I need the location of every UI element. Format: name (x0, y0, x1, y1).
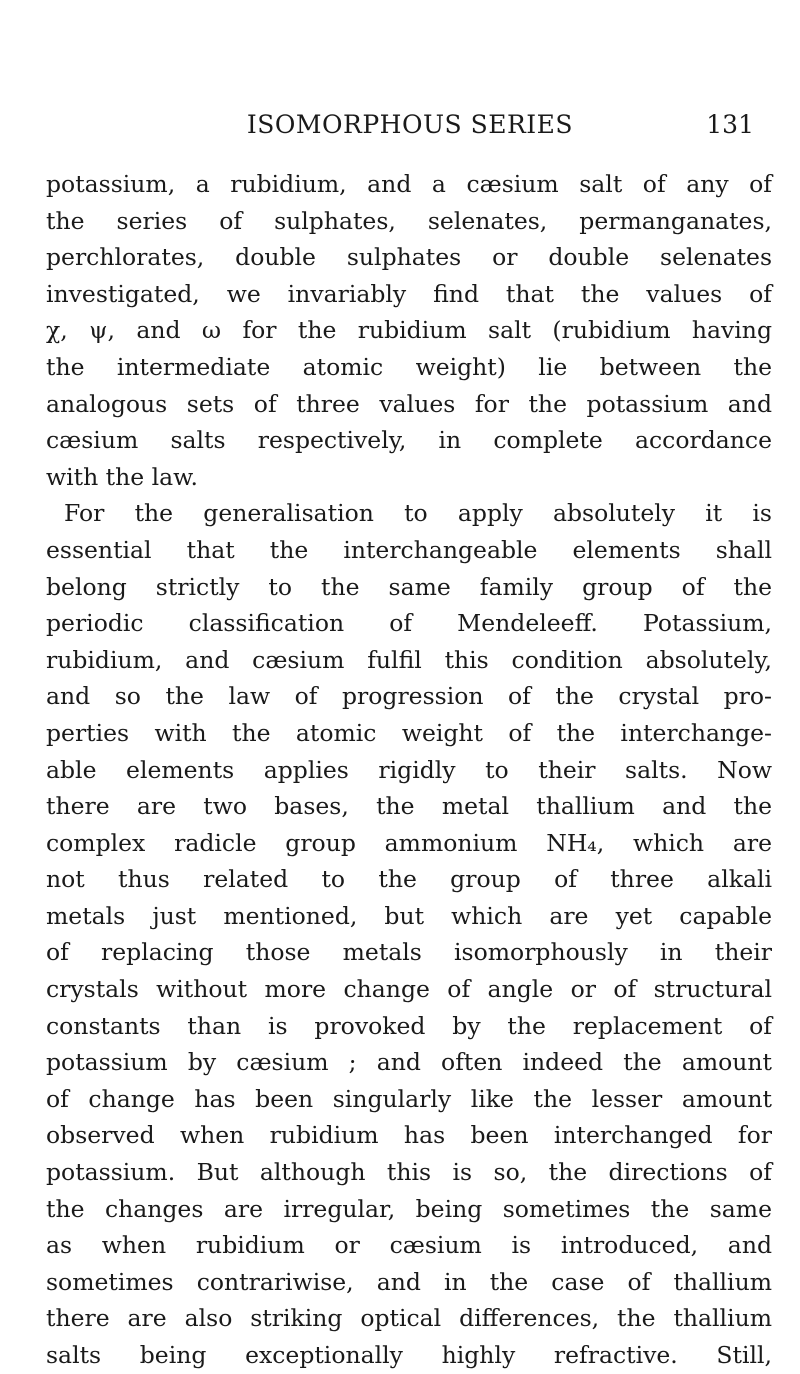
text-line: the intermediate atomic weight) lie between the (46, 352, 772, 381)
text-line: of replacing those metals isomorphously in their (46, 938, 772, 967)
text-line: and so the law of progression of the crystal pro- (46, 682, 772, 711)
paragraph-1 (46, 166, 772, 495)
text-line: observed when rubidium has been interchanged for (46, 1121, 772, 1150)
text-line: sometimes contrariwise, and in the case of thallium (46, 1267, 772, 1296)
text-line: complex radicle group ammonium NH₄, which are (46, 828, 772, 857)
text-line: rubidium, and cæsium fulfil this condition absolutely, (46, 645, 772, 674)
text-line: belong strictly to the same family group of the (46, 572, 772, 601)
text-line: potassium. But although this is so, the directions of (46, 1158, 772, 1187)
text-line: analogous sets of three values for the potassium and (46, 389, 772, 418)
text-line: perties with the atomic weight of the interchange- (46, 718, 772, 747)
body-text (46, 166, 772, 1374)
text-line: cæsium salts respectively, in complete accordance (46, 426, 772, 455)
text-line: periodic classification of Mendeleeff. Potassium, (46, 609, 772, 638)
text-line: able elements applies rigidly to their salts. Now (46, 755, 772, 784)
text-line: potassium, a rubidium, and a cæsium salt of any of (46, 170, 772, 198)
text-line: salts being exceptionally highly refractive. Still, (46, 1341, 772, 1369)
text-line: the series of sulphates, selenates, permanganates, (46, 206, 772, 235)
paragraph-2 (46, 495, 772, 1373)
text-line: crystals without more change of angle or of structural (46, 975, 772, 1004)
text-line: essential that the interchangeable elements shall (46, 535, 772, 564)
text-line: there are also striking optical differences, the thallium (46, 1304, 772, 1333)
page-number: 131 (706, 110, 754, 139)
running-title: ISOMORPHOUS SERIES (246, 110, 574, 139)
text-line: the changes are irregular, being sometimes the same (46, 1194, 772, 1223)
text-line: For the generalisation to apply absolutely it is (64, 499, 772, 528)
text-line: investigated, we invariably find that the values of (46, 279, 772, 308)
text-line: χ, ψ, and ω for the rubidium salt (rubidium having (46, 316, 772, 345)
text-line: perchlorates, double sulphates or double selenates (46, 243, 772, 272)
running-head (60, 108, 760, 142)
text-line: not thus related to the group of three alkali (46, 865, 772, 894)
text-line: of change has been singularly like the lesser amount (46, 1084, 772, 1113)
text-line: constants than is provoked by the replacement of (46, 1011, 772, 1040)
text-line: with the law. (46, 462, 198, 491)
text-line: metals just mentioned, but which are yet capable (46, 901, 772, 930)
text-line: there are two bases, the metal thallium and the (46, 792, 772, 821)
text-line: as when rubidium or cæsium is introduced, and (46, 1231, 772, 1260)
text-line: potassium by cæsium ; and often indeed the amount (46, 1048, 772, 1077)
